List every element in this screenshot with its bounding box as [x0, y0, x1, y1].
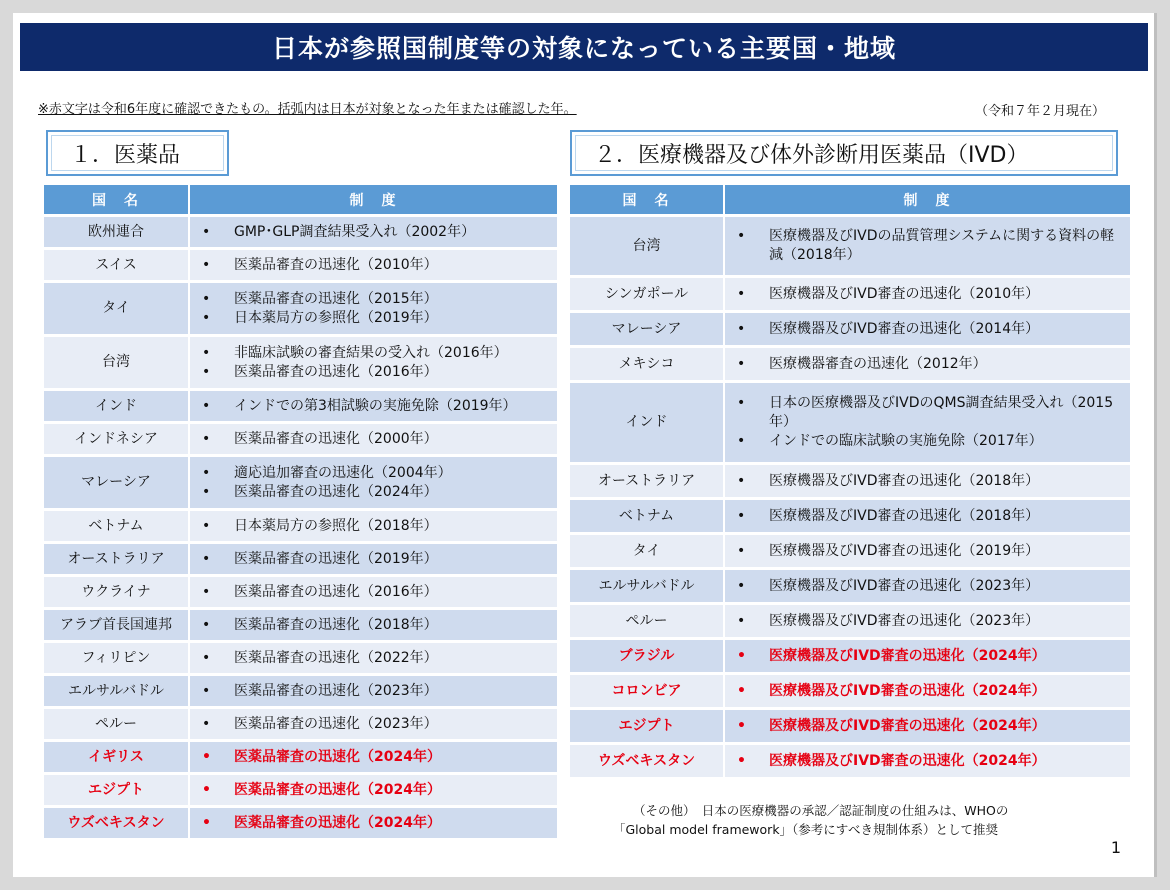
system-item-text: インドでの臨床試験の実施免除（2017年） [769, 433, 1043, 449]
system-item-text: 医療機器及びIVD審査の迅速化（2023年） [769, 577, 1040, 594]
system-item-text: 医療機器及びIVD審査の迅速化（2023年） [769, 612, 1040, 629]
system-cell [725, 675, 1130, 710]
as-of-date: （令和７年２月現在） [974, 104, 1105, 119]
country-cell: スイス [44, 250, 190, 283]
system-item [202, 309, 551, 328]
table-row [570, 313, 1130, 348]
table-row [44, 391, 557, 424]
system-item-text: 医薬品審査の迅速化（2016年） [234, 583, 438, 600]
bullet-mark: • [202, 344, 211, 361]
table-row [570, 640, 1130, 675]
country-cell: シンガポール [570, 278, 725, 313]
devices-table-body [570, 217, 1130, 780]
header-system: 制 度 [190, 185, 557, 217]
table-row [570, 675, 1130, 710]
system-item [202, 363, 551, 382]
system-cell [725, 217, 1130, 278]
country-cell: ウズベキスタン [44, 808, 190, 841]
bullet-mark: • [737, 355, 746, 372]
table-row [44, 808, 557, 841]
country-cell: 欧州連合 [44, 217, 190, 250]
table-row [570, 535, 1130, 570]
system-cell [190, 577, 557, 610]
bullet-mark: • [737, 682, 746, 699]
bullet-mark: • [202, 397, 211, 414]
pharma-table [44, 185, 557, 841]
table-row [44, 577, 557, 610]
country-cell: ブラジル [570, 640, 725, 675]
system-cell [190, 283, 557, 337]
system-item [737, 717, 1124, 736]
table-row [44, 775, 557, 808]
bullet-mark: • [202, 430, 211, 447]
country-cell: タイ [44, 283, 190, 337]
table-row [570, 278, 1130, 313]
system-item-text: 日本薬局方の参照化（2018年） [234, 517, 438, 534]
system-item-text: 医療機器及びIVD審査の迅速化（2024年） [769, 647, 1046, 664]
country-cell: ベトナム [570, 500, 725, 535]
system-item [737, 394, 1124, 432]
section-title-devices: ２．医療機器及び体外診断用医薬品（IVD） [570, 130, 1118, 176]
country-cell: ペルー [44, 709, 190, 742]
table-header-row [570, 185, 1130, 217]
system-cell [190, 217, 557, 250]
bullet-mark: • [202, 309, 211, 326]
system-item [737, 472, 1124, 491]
system-item-text: 医薬品審査の迅速化（2016年） [234, 363, 438, 380]
country-cell: コロンビア [570, 675, 725, 710]
bullet-mark: • [737, 228, 746, 244]
other-note-line2: 「Global model framework」（参考にすべき規制体系）として推奨 [613, 822, 999, 837]
system-cell [190, 742, 557, 775]
table-row [44, 424, 557, 457]
bullet-mark: • [737, 507, 746, 524]
country-cell: エルサルバドル [44, 676, 190, 709]
system-item-text: 非臨床試験の審査結果の受入れ（2016年） [234, 344, 508, 361]
bullet-mark: • [737, 542, 746, 559]
system-item [737, 355, 1124, 374]
system-cell [190, 424, 557, 457]
system-item [737, 285, 1124, 304]
system-item-text: 医療機器及びIVD審査の迅速化（2014年） [769, 320, 1040, 337]
bullet-mark: • [202, 256, 211, 273]
system-item-text: 医療機器及びIVD審査の迅速化（2018年） [769, 472, 1040, 489]
system-cell [190, 544, 557, 577]
system-cell [190, 709, 557, 742]
system-item-text: 医療機器及びIVD審査の迅速化（2019年） [769, 542, 1040, 559]
system-item [202, 616, 551, 635]
system-item [202, 397, 551, 416]
system-item [202, 583, 551, 602]
system-item-text: 日本薬局方の参照化（2019年） [234, 309, 438, 326]
devices-table [570, 185, 1130, 780]
system-cell [725, 535, 1130, 570]
system-cell [190, 643, 557, 676]
note-text: ※赤文字は令和6年度に確認できたもの。括弧内は日本が対象となった年または確認した年。 [38, 102, 577, 117]
other-note [613, 801, 1008, 839]
system-item-text: 日本の医療機器及びIVDのQMS調査結果受入れ（2015年） [769, 395, 1114, 430]
table-row [570, 605, 1130, 640]
system-item-text: GMP･GLP調査結果受入れ（2002年） [234, 223, 476, 240]
pharma-table-body [44, 217, 557, 841]
system-item-text: 適応追加審査の迅速化（2004年） [234, 464, 452, 481]
country-cell: インド [570, 383, 725, 465]
system-item-text: 医療機器及びIVD審査の迅速化（2024年） [769, 752, 1046, 769]
header-country: 国 名 [570, 185, 725, 217]
system-cell [725, 500, 1130, 535]
country-cell: ベトナム [44, 511, 190, 544]
system-item [202, 550, 551, 569]
country-cell: ウズベキスタン [570, 745, 725, 780]
bullet-mark: • [737, 752, 746, 769]
table-row [44, 676, 557, 709]
system-cell [190, 610, 557, 643]
country-cell: エジプト [570, 710, 725, 745]
table-row [44, 457, 557, 511]
system-cell [190, 457, 557, 511]
system-item-text: 医薬品審査の迅速化（2015年） [234, 290, 438, 307]
bullet-mark: • [202, 682, 211, 699]
table-header-row [44, 185, 557, 217]
bullet-mark: • [202, 583, 211, 600]
country-cell: 台湾 [570, 217, 725, 278]
table-row [44, 337, 557, 391]
country-cell: ペルー [570, 605, 725, 640]
table-row [570, 570, 1130, 605]
country-cell: フィリピン [44, 643, 190, 676]
header-system: 制 度 [725, 185, 1130, 217]
table-row [44, 544, 557, 577]
country-cell: イギリス [44, 742, 190, 775]
system-item-text: 医薬品審査の迅速化（2018年） [234, 616, 438, 633]
system-item-text: 医薬品審査の迅速化（2024年） [234, 781, 441, 798]
slide [13, 13, 1157, 877]
system-cell [725, 745, 1130, 780]
system-item-text: 医薬品審査の迅速化（2010年） [234, 256, 438, 273]
system-item [202, 715, 551, 734]
system-item-text: 医薬品審査の迅速化（2022年） [234, 649, 438, 666]
table-row [570, 745, 1130, 780]
system-item-text: インドでの第3相試験の実施免除（2019年） [234, 397, 517, 414]
page-title: 日本が参照国制度等の対象になっている主要国・地域 [20, 23, 1148, 71]
bullet-mark: • [202, 814, 211, 831]
system-item [202, 682, 551, 701]
system-item [737, 542, 1124, 561]
country-cell: インドネシア [44, 424, 190, 457]
system-cell [190, 808, 557, 841]
bullet-mark: • [202, 290, 211, 307]
system-item [202, 464, 551, 483]
system-cell [190, 676, 557, 709]
system-item [737, 752, 1124, 771]
table-row [44, 742, 557, 775]
system-item-text: 医薬品審査の迅速化（2019年） [234, 550, 438, 567]
table-row [570, 465, 1130, 500]
system-cell [725, 465, 1130, 500]
bullet-mark: • [737, 717, 746, 734]
section-title-pharma: １．医薬品 [46, 130, 229, 176]
country-cell: ウクライナ [44, 577, 190, 610]
bullet-mark: • [202, 748, 211, 765]
bullet-mark: • [737, 472, 746, 489]
country-cell: メキシコ [570, 348, 725, 383]
system-item-text: 医薬品審査の迅速化（2023年） [234, 715, 438, 732]
system-cell [190, 250, 557, 283]
bullet-mark: • [202, 363, 211, 380]
bullet-mark: • [737, 285, 746, 302]
country-cell: 台湾 [44, 337, 190, 391]
system-item [737, 227, 1124, 265]
table-row [44, 250, 557, 283]
system-item [202, 781, 551, 800]
bullet-mark: • [737, 320, 746, 337]
bullet-mark: • [737, 577, 746, 594]
system-cell [725, 570, 1130, 605]
table-row [44, 709, 557, 742]
country-cell: エルサルバドル [570, 570, 725, 605]
table-row [44, 511, 557, 544]
system-item-text: 医薬品審査の迅速化（2023年） [234, 682, 438, 699]
country-cell: オーストラリア [570, 465, 725, 500]
country-cell: マレーシア [570, 313, 725, 348]
system-item [202, 430, 551, 449]
bullet-mark: • [202, 616, 211, 633]
bullet-mark: • [737, 612, 746, 629]
bullet-mark: • [202, 464, 211, 481]
system-item [737, 612, 1124, 631]
bullet-mark: • [737, 433, 746, 449]
system-item [202, 223, 551, 242]
system-cell [190, 775, 557, 808]
country-cell: タイ [570, 535, 725, 570]
table-row [44, 283, 557, 337]
system-cell [725, 313, 1130, 348]
system-item-text: 医薬品審査の迅速化（2024年） [234, 483, 438, 500]
system-cell [725, 348, 1130, 383]
system-item [737, 577, 1124, 596]
country-cell: オーストラリア [44, 544, 190, 577]
system-item [202, 748, 551, 767]
system-item [202, 649, 551, 668]
bullet-mark: • [202, 781, 211, 798]
system-cell [725, 605, 1130, 640]
table-row [570, 710, 1130, 745]
system-item-text: 医療機器及びIVDの品質管理システムに関する資料の軽減（2018年） [769, 228, 1115, 263]
system-cell [725, 640, 1130, 675]
country-cell: エジプト [44, 775, 190, 808]
system-item-text: 医薬品審査の迅速化（2024年） [234, 748, 441, 765]
bullet-mark: • [202, 550, 211, 567]
system-cell [725, 710, 1130, 745]
table-row [570, 217, 1130, 278]
bullet-mark: • [202, 649, 211, 666]
system-item [202, 517, 551, 536]
bullet-mark: • [737, 647, 746, 664]
system-item [202, 814, 551, 833]
system-item [737, 682, 1124, 701]
country-cell: マレーシア [44, 457, 190, 511]
bullet-mark: • [202, 517, 211, 534]
system-item-text: 医療機器及びIVD審査の迅速化（2018年） [769, 507, 1040, 524]
header-country: 国 名 [44, 185, 190, 217]
system-item-text: 医薬品審査の迅速化（2000年） [234, 430, 438, 447]
system-item-text: 医療機器及びIVD審査の迅速化（2024年） [769, 717, 1046, 734]
bullet-mark: • [202, 715, 211, 732]
table-row [570, 348, 1130, 383]
slide-edge [1154, 13, 1157, 877]
system-item-text: 医療機器及びIVD審査の迅速化（2024年） [769, 682, 1046, 699]
system-item-text: 医療機器審査の迅速化（2012年） [769, 355, 987, 372]
country-cell: アラブ首長国連邦 [44, 610, 190, 643]
system-item-text: 医薬品審査の迅速化（2024年） [234, 814, 441, 831]
system-item [737, 647, 1124, 666]
table-row [44, 643, 557, 676]
system-item [737, 432, 1124, 451]
table-row [570, 500, 1130, 535]
system-item [202, 256, 551, 275]
system-cell [190, 511, 557, 544]
table-row [44, 610, 557, 643]
other-note-line1: （その他） 日本の医療機器の承認／認証制度の仕組みは、WHOの [633, 803, 1009, 818]
system-item [202, 483, 551, 502]
page-number: 1 [1110, 838, 1121, 857]
system-cell [190, 337, 557, 391]
system-item [737, 320, 1124, 339]
table-row [570, 383, 1130, 465]
system-item [737, 507, 1124, 526]
country-cell: インド [44, 391, 190, 424]
table-row [44, 217, 557, 250]
system-cell [190, 391, 557, 424]
bullet-mark: • [202, 483, 211, 500]
bullet-mark: • [202, 223, 211, 240]
system-cell [725, 278, 1130, 313]
system-cell [725, 383, 1130, 465]
bullet-mark: • [737, 395, 746, 411]
system-item-text: 医療機器及びIVD審査の迅速化（2010年） [769, 285, 1040, 302]
system-item [202, 290, 551, 309]
system-item [202, 344, 551, 363]
